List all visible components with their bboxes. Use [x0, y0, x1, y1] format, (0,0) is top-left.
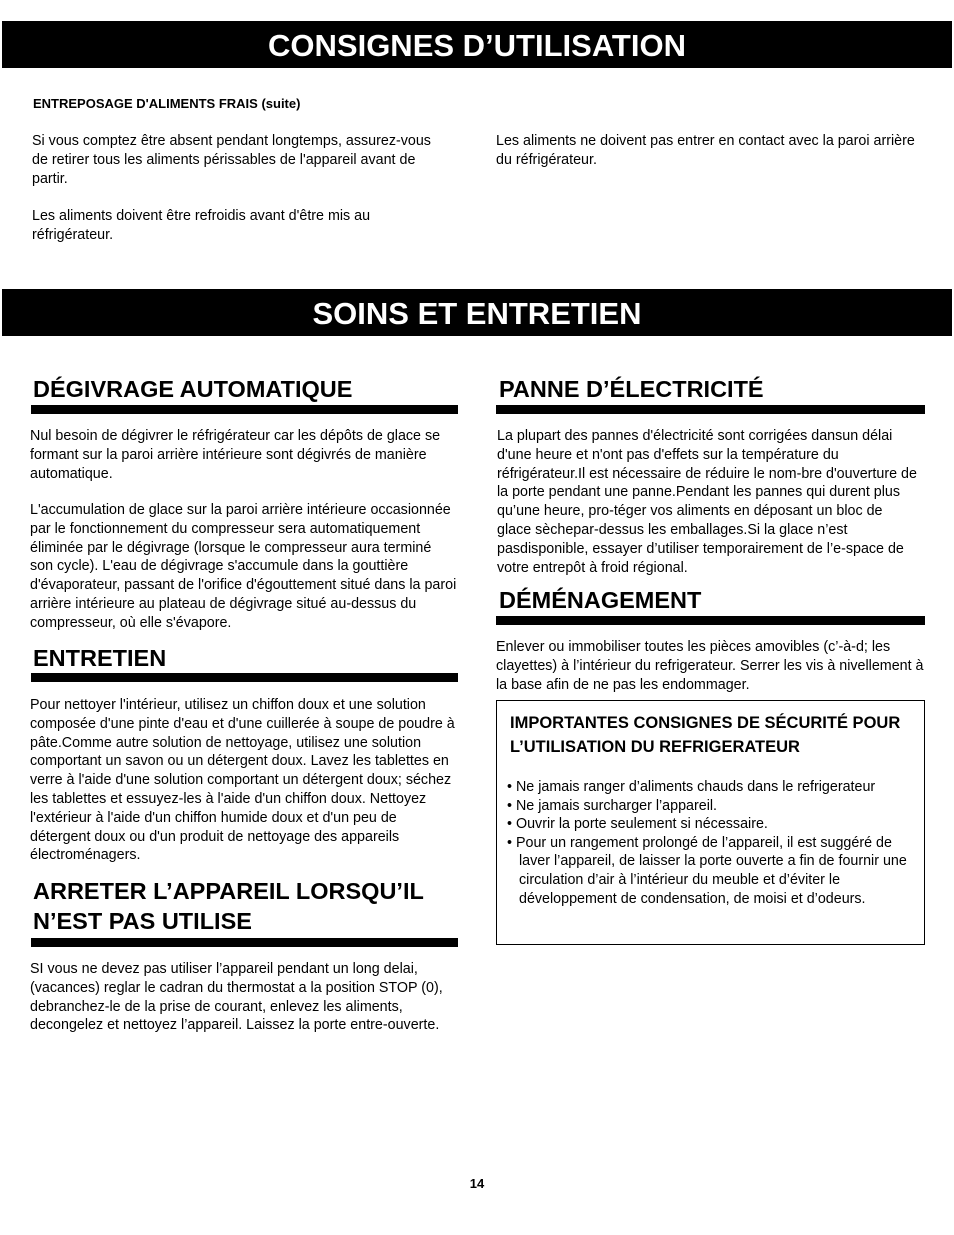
safety-title: IMPORTANTES CONSIGNES DE SÉCURITÉ POUR L’UTILISATION DU REFRIGERATEUR	[510, 714, 901, 756]
power-outage-paragraph-1: La plupart des pannes d'électricité sont corrigées dansun délai d'une heure et n'ont pas d'effets sur la température du réfrigérateur.Il est nécessaire de réduire le nom-bre d'ouverture de la porte pendant une panne.Pendant les pannes qui durent plus qu’une heure, pro-téger vos aliments en déposant un bloc de glace sèchepar-dessus les emballages.Si la glace n’est pasdisponible, essayer d’utiliser temporairement de l’e-space de votre entrepôt à froid régional.	[497, 428, 917, 576]
page-number: 14	[469, 1176, 485, 1191]
shutdown-paragraph-1: SI vous ne devez pas utiliser l’appareil pendant un long delai, (vacances) reglar le cadran du thermostat a la position STOP (0), debranchez-le de la prise de courant, enlevez les aliments, decongelez et nettoyez l’appareil. Laissez la porte entre-ouverte.	[30, 961, 443, 1034]
banner-soins	[2, 289, 952, 336]
heading-rule	[496, 405, 925, 414]
heading-defrost: DÉGIVRAGE AUTOMATIQUE	[33, 376, 353, 402]
safety-bullet: • Ne jamais surcharger l’appareil.	[507, 797, 923, 816]
safety-list	[507, 778, 923, 908]
storage-left-paragraph-1: Si vous comptez être absent pendant longtemps, assurez-vous de retirer tous les aliments périssables de l'appareil avant de partir.	[32, 133, 431, 187]
storage-left-paragraph-2: Les aliments doivent être refroidis avant d'être mis au réfrigérateur.	[32, 208, 371, 243]
safety-box	[496, 700, 925, 945]
heading-power-outage: PANNE D’ÉLECTRICITÉ	[499, 376, 764, 402]
banner-title: SOINS ET ENTRETIEN	[312, 296, 642, 331]
defrost-paragraph-1: Nul besoin de dégivrer le réfrigérateur car les dépôts de glace se formant sur la paroi arrière intérieure sont dégivrés de manière automatique.	[30, 428, 441, 482]
storage-right-paragraph-1: Les aliments ne doivent pas entrer en contact avec la paroi arrière du réfrigérateur.	[496, 133, 915, 168]
safety-bullet: • Pour un rangement prolongé de l’appareil, il est suggéré de laver l’appareil, de laisser la porte ouverte a fin de fournir une circulation d’air à l’intérieur du meuble et d’éviter le développement de condensation, de moisi et d’odeurs.	[507, 834, 923, 908]
safety-bullet: • Ne jamais ranger d’aliments chauds dans le refrigerateur	[507, 778, 923, 797]
moving-paragraph-1: Enlever ou immobiliser toutes les pièces amovibles (c’-à-d; les clayettes) à l’intérieur du refrigerateur. Serrer les vis à nivellement à la base afin de ne pas les endommager.	[496, 639, 924, 693]
heading-moving: DÉMÉNAGEMENT	[499, 587, 702, 613]
heading-shutdown: ARRETER L’APPAREIL LORSQU’IL N’EST PAS UTILISE	[33, 878, 424, 934]
defrost-paragraph-2: L'accumulation de glace sur la paroi arrière intérieure occasionnée par le fonctionnement du compresseur sera automatiquement éliminée par le dégivrage (lorsque le compresseur aura terminé son cycle). L'eau de dégivrage s'accumule dans la gouttière d'évaporateur, passant de l'orifice d'égouttement situé dans la paroi arrière intérieure au plateau de dégivrage situé au-dessus du compresseur, où elle s'évapore.	[30, 502, 457, 631]
storage-subtitle: ENTREPOSAGE D'ALIMENTS FRAIS (suite)	[33, 96, 301, 111]
banner-consignes	[2, 21, 952, 68]
heading-rule	[31, 673, 458, 682]
safety-bullet: • Ouvrir la porte seulement si nécessaire.	[507, 815, 923, 834]
maintenance-paragraph-1: Pour nettoyer l'intérieur, utilisez un chiffon doux et une solution composée d'une pinte d'eau et d'une cuillerée à soupe de poudre à pâte.Comme autre solution de nettoyage, utilisez une solution comportant un savon ou un détergent doux. Lavez les tablettes en verre à l'aide d'une solution comportant un détergent doux; séchez les tablettes et essuyez-les à l'aide d'un chiffon doux. Nettoyez l'extérieur à l'aide d'un chiffon humide doux et d'un peu de détergent doux ou d'un produit de nettoyage des appareils électroménagers.	[30, 697, 455, 864]
banner-title: CONSIGNES D’UTILISATION	[268, 28, 686, 63]
heading-rule	[31, 405, 458, 414]
heading-maintenance: ENTRETIEN	[33, 645, 167, 671]
heading-rule	[496, 616, 925, 625]
heading-rule	[31, 938, 458, 947]
